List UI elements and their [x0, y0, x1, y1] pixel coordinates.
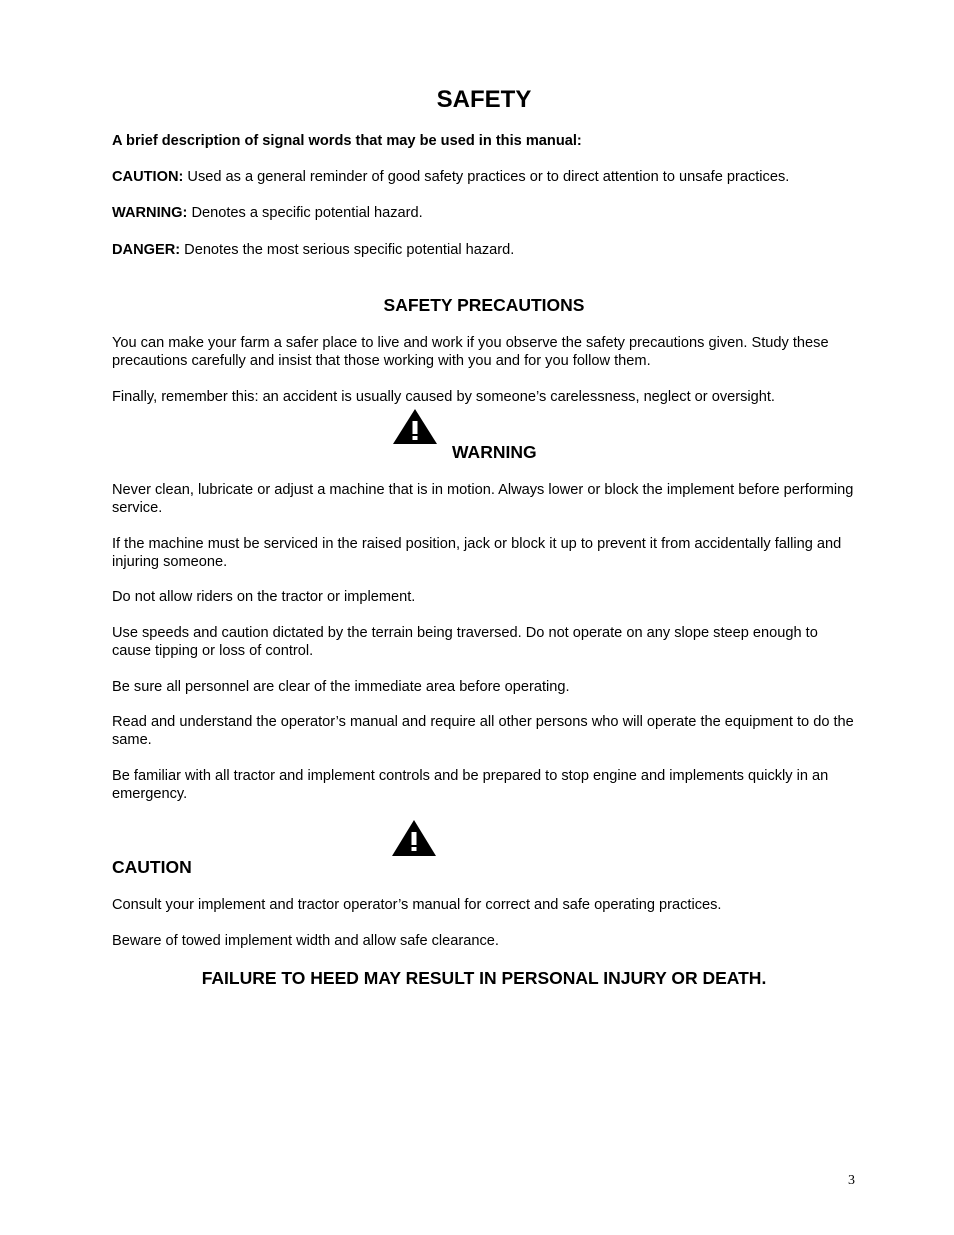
precautions-paragraph: You can make your farm a safer place to live and work if you observe the safety precautions given. Study these precautions carefully and insist that those working with you and for you follow them. [112, 335, 829, 369]
warning-item: Do not allow riders on the tractor or implement. [112, 589, 416, 605]
warning-triangle-icon [391, 819, 437, 857]
signal-word-description: Denotes a specific potential hazard. [187, 205, 423, 221]
signal-word-description: Used as a general reminder of good safety practices or to direct attention to unsafe practices. [183, 169, 790, 185]
warning-item: Read and understand the operator’s manual and require all other persons who will operate the equipment to do the same. [112, 714, 854, 748]
warning-item: If the machine must be serviced in the raised position, jack or block it up to prevent it from accidentally falling and injuring someone. [112, 536, 842, 570]
signal-word-label: WARNING: [112, 205, 188, 221]
signal-word-caution [112, 168, 860, 186]
warning-item: Be sure all personnel are clear of the immediate area before operating. [112, 679, 570, 695]
caution-heading: CAUTION [112, 857, 192, 877]
precautions-paragraph: Finally, remember this: an accident is usually caused by someone’s carelessness, neglect or oversight. [112, 389, 775, 405]
warning-heading: WARNING [452, 442, 537, 462]
warning-item: Be familiar with all tractor and implement controls and be prepared to stop engine and implements quickly in an emergency. [112, 768, 829, 802]
page-title: SAFETY [436, 86, 532, 113]
failure-warning: FAILURE TO HEED MAY RESULT IN PERSONAL INJURY OR DEATH. [201, 968, 767, 988]
warning-item: Never clean, lubricate or adjust a machine that is in motion. Always lower or block the implement before performing service. [112, 482, 854, 516]
signal-word-danger [112, 241, 860, 259]
caution-item: Consult your implement and tractor operator’s manual for correct and safe operating practices. [112, 897, 722, 913]
signal-word-label: DANGER: [112, 242, 181, 258]
signal-word-label: CAUTION: [112, 169, 184, 185]
intro-text: A brief description of signal words that may be used in this manual: [112, 133, 582, 149]
caution-item: Beware of towed implement width and allow safe clearance. [112, 933, 499, 949]
warning-triangle-icon [392, 408, 438, 445]
page-number: 3 [848, 1173, 855, 1188]
safety-precautions-heading: SAFETY PRECAUTIONS [383, 295, 585, 315]
signal-word-warning [112, 204, 860, 222]
signal-word-description: Denotes the most serious specific potential hazard. [180, 242, 515, 258]
warning-item: Use speeds and caution dictated by the terrain being traversed. Do not operate on any slope steep enough to cause tipping or loss of control. [112, 625, 818, 659]
